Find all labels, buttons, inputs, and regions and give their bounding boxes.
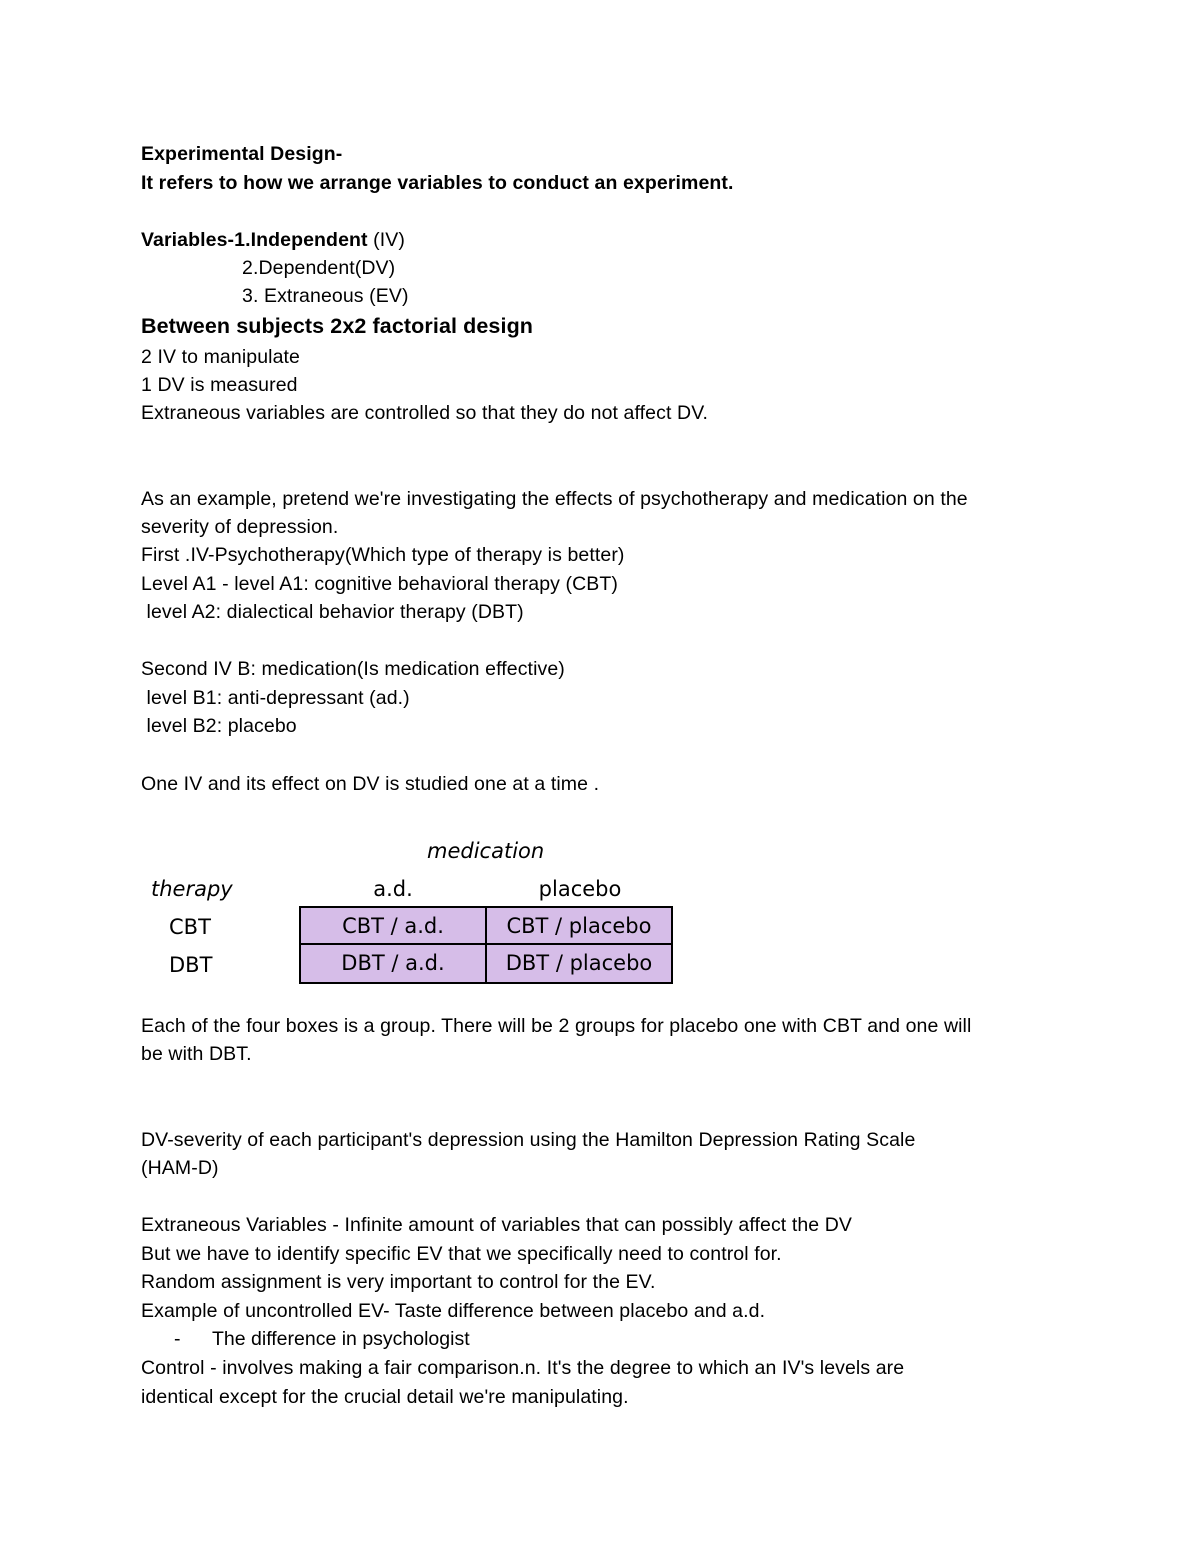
ev-line: Example of uncontrolled EV- Taste difference between placebo and a.d. xyxy=(141,1300,766,1322)
variables-line xyxy=(141,228,405,252)
bullet-marker: - xyxy=(174,1328,181,1350)
second-iv-line: level B1: anti-depressant (ad.) xyxy=(141,687,410,709)
section-heading: Between subjects 2x2 factorial design xyxy=(141,314,534,338)
control-line: Control - involves making a fair comparison.n. It's the degree to which an IV's levels are xyxy=(141,1357,905,1379)
table-cell: CBT / placebo xyxy=(487,908,671,945)
table-column-header: medication xyxy=(427,839,545,863)
second-iv-line: Second IV B: medication(Is medication effective) xyxy=(141,658,565,680)
table-cell: DBT / placebo xyxy=(487,945,671,982)
factorial-grid xyxy=(299,906,673,984)
table-cell: CBT / a.d. xyxy=(301,908,487,945)
design-point: Extraneous variables are controlled so that they do not affect DV. xyxy=(141,402,709,424)
one-iv-line: One IV and its effect on DV is studied one at a time . xyxy=(141,773,600,795)
ev-line: Random assignment is very important to control for the EV. xyxy=(141,1271,656,1293)
example-line: severity of depression. xyxy=(141,516,339,538)
table-column-label: a.d. xyxy=(373,877,413,901)
table-cell: DBT / a.d. xyxy=(301,945,487,982)
groups-line: be with DBT. xyxy=(141,1043,252,1065)
variable-item-3: 3. Extraneous (EV) xyxy=(242,285,409,307)
second-iv-line: level B2: placebo xyxy=(141,715,297,737)
design-point: 1 DV is measured xyxy=(141,374,298,396)
ev-line: Extraneous Variables - Infinite amount of variables that can possibly affect the DV xyxy=(141,1214,853,1236)
dv-line: (HAM-D) xyxy=(141,1157,219,1179)
table-row-label: CBT xyxy=(169,915,211,939)
table-column-label: placebo xyxy=(538,877,622,901)
document-title: Experimental Design- xyxy=(141,143,343,165)
groups-line: Each of the four boxes is a group. There will be 2 groups for placebo one with CBT and one will xyxy=(141,1015,972,1037)
design-point: 2 IV to manipulate xyxy=(141,346,300,368)
variables-label: Variables-1.Independent xyxy=(141,229,368,251)
ev-line: But we have to identify specific EV that we specifically need to control for. xyxy=(141,1243,782,1265)
table-row-header: therapy xyxy=(151,877,233,901)
bullet-text: The difference in psychologist xyxy=(212,1328,470,1350)
table-row-label: DBT xyxy=(169,953,213,977)
example-line: Level A1 - level A1: cognitive behavioral therapy (CBT) xyxy=(141,573,618,595)
variable-item-2: 2.Dependent(DV) xyxy=(242,257,396,279)
control-line: identical except for the crucial detail we're manipulating. xyxy=(141,1386,629,1408)
variables-iv: (IV) xyxy=(367,229,405,251)
dv-line: DV-severity of each participant's depression using the Hamilton Depression Rating Scale xyxy=(141,1129,916,1151)
example-line: First .IV-Psychotherapy(Which type of therapy is better) xyxy=(141,544,625,566)
definition-line: It refers to how we arrange variables to conduct an experiment. xyxy=(141,172,734,194)
example-line: As an example, pretend we're investigating the effects of psychotherapy and medication on the xyxy=(141,488,968,510)
example-line: level A2: dialectical behavior therapy (DBT) xyxy=(141,601,524,623)
